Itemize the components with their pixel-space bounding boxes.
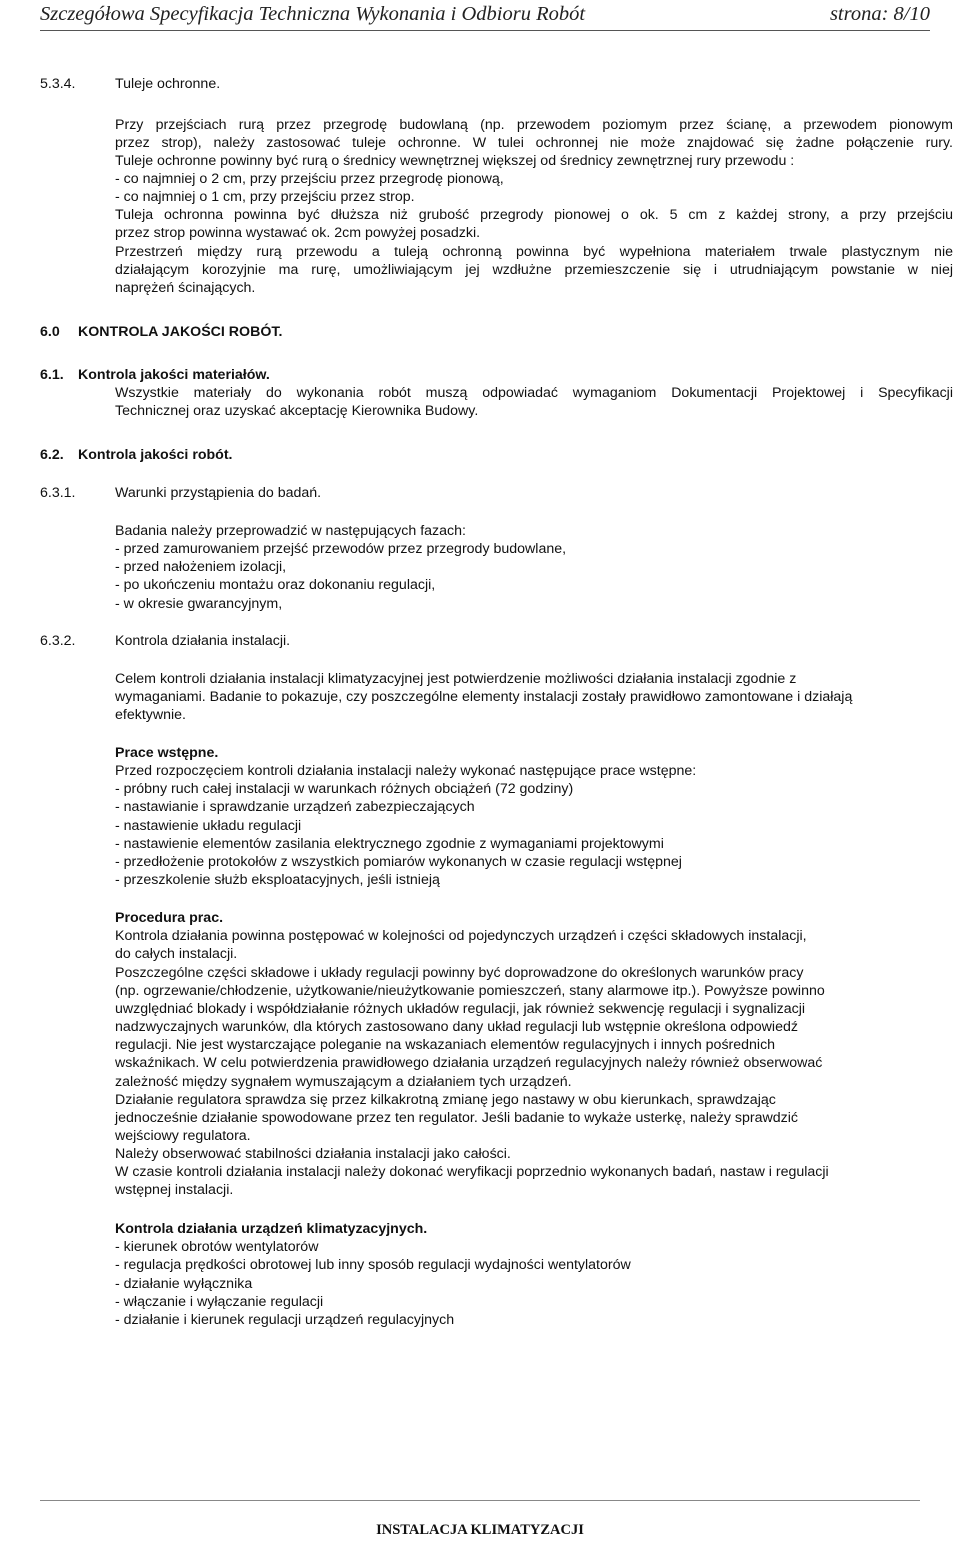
list-item: - działanie wyłącznika [115,1276,253,1292]
paragraph-line: Wszystkie materiały do wykonania robót muszą odpowiadać wymaganiom Dokumentacji Projektowej i Specyfikacji [115,385,953,401]
list-item: - w okresie gwarancyjnym, [115,596,283,612]
list-item: - włączanie i wyłączanie regulacji [115,1294,324,1310]
page-header [40,0,930,31]
list-item: - po ukończeniu montażu oraz dokonaniu regulacji, [115,577,436,593]
section-title: Tuleje ochronne. [115,76,221,92]
paragraph-line: Badania należy przeprowadzić w następujących fazach: [115,523,466,539]
list-item: - przedłożenie protokołów z wszystkich pomiarów wykonanych w czasie regulacji wstępnej [115,854,682,870]
paragraph-line: uwzględniać blokady i współdziałanie różnych układów regulacji, jak również sekwencję regulacji i sygnalizacji [115,1001,806,1017]
section-number: 5.3.4. [40,76,76,92]
section-number: 6.3.2. [40,633,76,649]
paragraph-line: Technicznej oraz uzyskać akceptację Kierownika Budowy. [115,403,479,419]
subsection-title: Prace wstępne. [115,745,219,761]
paragraph-line: do całych instalacji. [115,946,238,962]
paragraph-line: nadzwyczajnych warunków, dla których zastosowano dany układ regulacji lub wstępnie określona odpowiedź [115,1019,798,1035]
chapter-number: 6.0 [40,324,60,340]
list-item: - co najmniej o 2 cm, przy przejściu przez przegrodę pionową, [115,171,504,187]
paragraph-line: regulacji. Nie jest wystarczające poleganie na wskazaniach elementów regulacyjnych i innych pośrednich [115,1037,776,1053]
paragraph-line: Poszczególne części składowe i układy regulacji powinny być doprowadzone do określonych warunków pracy [115,965,804,981]
paragraph-line: Tuleja ochronna powinna być dłuższa niż grubość przegrody pionowej o ok. 5 cm z każdej strony, a przy przejściu [115,207,953,223]
list-item: - przeszkolenie służb eksploatacyjnych, jeśli istnieją [115,872,440,888]
list-item: - co najmniej o 1 cm, przy przejściu przez strop. [115,189,415,205]
page-footer: INSTALACJA KLIMATYZACJI [376,1522,584,1538]
page-number: strona: 8/10 [829,3,930,25]
paragraph-line: Działanie regulatora sprawdza się przez kilkakrotną zmianę jego nastawy w obu kierunkach, sprawdzając [115,1092,776,1108]
section-number: 6.3.1. [40,485,76,501]
section-title: Warunki przystąpienia do badań. [115,485,322,501]
list-item: - kierunek obrotów wentylatorów [115,1239,319,1255]
paragraph-line: naprężeń ścinających. [115,280,256,296]
paragraph-line: zależność między sygnałem wymuszającym a działaniem tych urządzeń. [115,1074,572,1090]
paragraph-line: Przestrzeń między rurą przewodu a tuleją ochronną powinna być wypełniona materiałem trwale plastycznym nie [115,244,953,260]
paragraph-line: wstępnej instalacji. [115,1182,234,1198]
paragraph-line: Przed rozpoczęciem kontroli działania instalacji należy wykonać następujące prace wstępne: [115,763,697,779]
paragraph-line: W czasie kontroli działania instalacji należy dokonać weryfikacji poprzednio wykonanych badań, nastaw i regulacji [115,1164,829,1180]
paragraph-line: przez strop), należy zastosować tuleje ochronne. W tulei ochronnej nie może znajdować się żadne połączenie rury. [115,135,953,151]
section-title: Kontrola jakości robót. [78,447,233,463]
paragraph-line: Przy przejściach rurą przez przegrodę budowlaną (np. przewodem poziomym przez ścianę, a przewodem pionowym [115,117,953,133]
paragraph-line: Tuleje ochronne powinny być rurą o średnicy wewnętrznej większej od średnicy zewnętrznej rury przewodu : [115,153,795,169]
paragraph-line: działającym korozyjnie ma rurę, umożliwiającym jej wzdłużne przemieszczenie się i utrudniającym powstanie w niej [115,262,953,278]
subsection-title: Kontrola działania urządzeń klimatyzacyjnych. [115,1221,428,1237]
paragraph-line: wymaganiami. Badanie to pokazuje, czy poszczególne elementy instalacji zostały prawidłowo zamontowane i działają [115,689,853,705]
footer-rule [40,1500,920,1501]
section-number: 6.1. [40,367,64,383]
section-title: Kontrola działania instalacji. [115,633,291,649]
section-number: 6.2. [40,447,64,463]
chapter-title: KONTROLA JAKOŚCI ROBÓT. [78,324,283,340]
list-item: - nastawienie układu regulacji [115,818,302,834]
list-item: - przed nałożeniem izolacji, [115,559,287,575]
paragraph-line: efektywnie. [115,707,186,723]
list-item: - nastawienie elementów zasilania elektrycznego zgodnie z wymaganiami projektowymi [115,836,664,852]
paragraph-line: jednocześnie działanie spowodowane przez ten regulator. Jeśli badanie to wykaże usterkę, należy sprawdzić [115,1110,798,1126]
list-item: - nastawianie i sprawdzanie urządzeń zabezpieczających [115,799,475,815]
list-item: - działanie i kierunek regulacji urządzeń regulacyjnych [115,1312,455,1328]
paragraph-line: (np. ogrzewanie/chłodzenie, użytkowanie/nieużytkowanie pomieszczeń, stany alarmowe itp.). Powyższe powinno [115,983,825,999]
paragraph-line: Kontrola działania powinna postępować w kolejności od pojedynczych urządzeń i części składowych instalacji, [115,928,807,944]
paragraph-line: wejściowy regulatora. [115,1128,251,1144]
paragraph-line: przez strop powinna wystawać ok. 2cm powyżej posadzki. [115,225,481,241]
list-item: - regulacja prędkości obrotowej lub inny sposób regulacji wydajności wentylatorów [115,1257,631,1273]
paragraph-line: wskaźnikach. W celu potwierdzenia prawidłowego działania urządzeń regulacyjnych należy również obserwować [115,1055,823,1071]
subsection-title: Procedura prac. [115,910,224,926]
section-title: Kontrola jakości materiałów. [78,367,270,383]
paragraph-line: Należy obserwować stabilności działania instalacji jako całości. [115,1146,511,1162]
paragraph-line: Celem kontroli działania instalacji klimatyzacyjnej jest potwierdzenie możliwości działania instalacji zgodnie z [115,671,797,687]
list-item: - przed zamurowaniem przejść przewodów przez przegrody budowlane, [115,541,567,557]
document-title: Szczegółowa Specyfikacja Techniczna Wykonania i Odbioru Robót [40,3,586,25]
list-item: - próbny ruch całej instalacji w warunkach różnych obciążeń (72 godziny) [115,781,574,797]
